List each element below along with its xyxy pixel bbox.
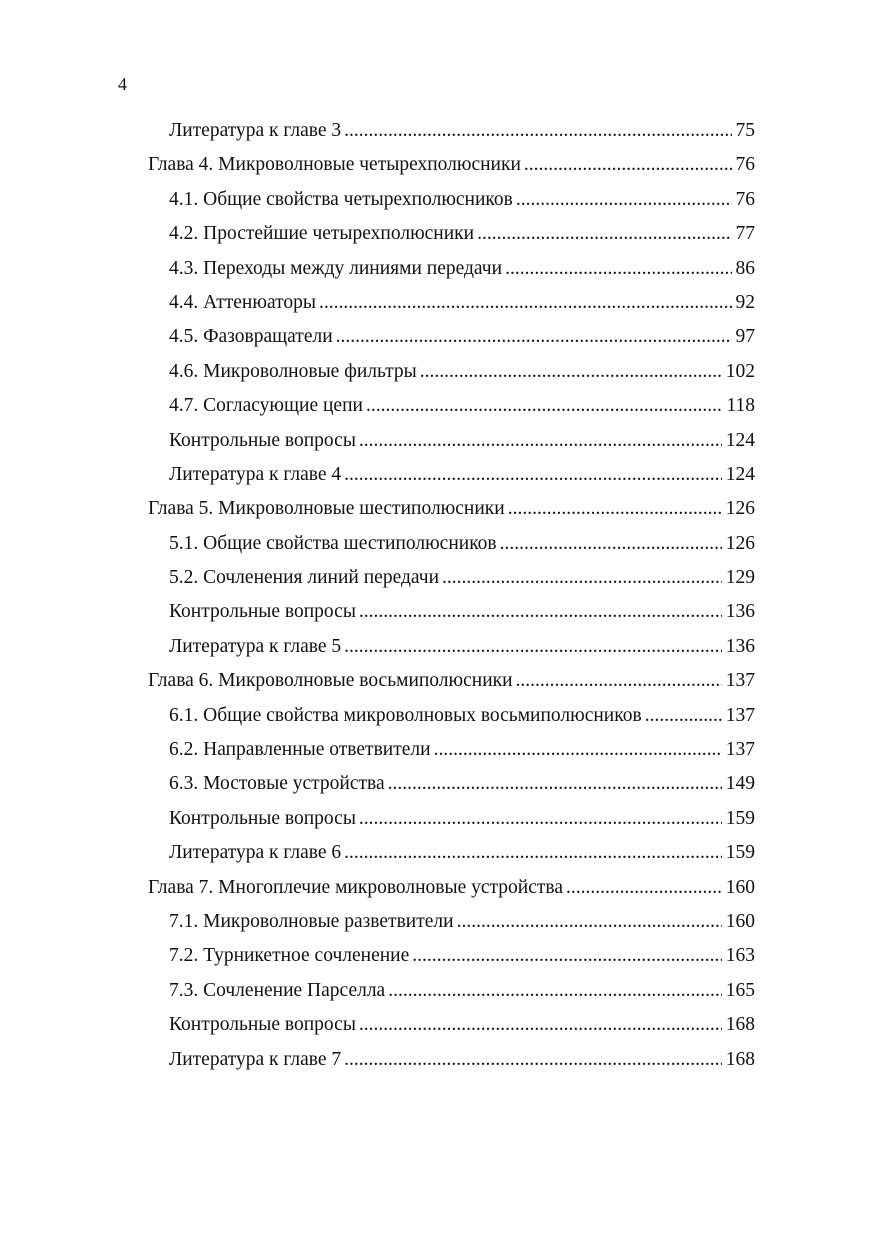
toc-entry-title: Глава 7. Многоплечие микроволновые устройства [148, 876, 564, 898]
toc-section-entry[interactable] [148, 427, 755, 461]
toc-dot-leader [505, 255, 731, 283]
toc-entry-page: 124 [725, 429, 755, 451]
toc-entry-page: 137 [725, 739, 755, 761]
toc-entry-title: 6.1. Общие свойства микроволновых восьмиполюсников [169, 704, 642, 726]
toc-section-entry[interactable] [148, 255, 755, 289]
toc-section-entry[interactable] [148, 633, 755, 667]
toc-dot-leader [508, 495, 722, 523]
toc-chapter-entry[interactable] [148, 495, 755, 529]
toc-section-entry[interactable] [148, 358, 755, 392]
toc-entry-page: 168 [725, 1014, 755, 1036]
toc-section-entry[interactable] [148, 392, 755, 426]
toc-dot-leader [388, 770, 722, 798]
toc-dot-leader [344, 839, 722, 867]
toc-dot-leader [359, 427, 722, 455]
toc-section-entry[interactable] [148, 564, 755, 598]
toc-entry-page: 126 [725, 498, 755, 520]
toc-entry-title: Литература к главе 4 [169, 463, 342, 485]
toc-dot-leader [359, 805, 722, 833]
toc-section-entry[interactable] [148, 1046, 755, 1080]
toc-entry-page: 159 [725, 842, 755, 864]
toc-dot-leader [516, 667, 722, 695]
toc-entry-title: 7.3. Сочленение Парселла [169, 979, 386, 1001]
toc-entry-page: 136 [725, 635, 755, 657]
toc-dot-leader [420, 358, 722, 386]
toc-chapter-entry[interactable] [148, 874, 755, 908]
toc-entry-page: 136 [725, 601, 755, 623]
toc-section-entry[interactable] [148, 117, 755, 151]
toc-entry-title: 4.6. Микроволновые фильтры [169, 360, 417, 382]
toc-entry-page: 126 [725, 532, 755, 554]
toc-entry-title: 4.1. Общие свойства четырехполюсников [169, 188, 513, 210]
toc-section-entry[interactable] [148, 908, 755, 942]
toc-entry-page: 160 [725, 910, 755, 932]
toc-section-entry[interactable] [148, 977, 755, 1011]
toc-entry-page: 76 [735, 154, 755, 176]
toc-entry-page: 163 [725, 945, 755, 967]
toc-entry-title: Контрольные вопросы [169, 429, 356, 451]
toc-chapter-entry[interactable] [148, 151, 755, 185]
toc-entry-title: 4.2. Простейшие четырехполюсники [169, 223, 475, 245]
toc-entry-page: 165 [725, 979, 755, 1001]
toc-section-entry[interactable] [148, 702, 755, 736]
toc-entry-page: 124 [725, 463, 755, 485]
toc-dot-leader [388, 977, 722, 1005]
toc-dot-leader [344, 461, 722, 489]
toc-entry-page: 160 [725, 876, 755, 898]
toc-dot-leader [434, 736, 722, 764]
toc-entry-title: 4.4. Аттенюаторы [169, 291, 316, 313]
toc-entry-page: 86 [735, 257, 755, 279]
toc-section-entry[interactable] [148, 461, 755, 495]
toc-entry-title: 7.2. Турникетное сочленение [169, 945, 410, 967]
toc-dot-leader [524, 151, 732, 179]
toc-entry-title: 7.1. Микроволновые разветвители [169, 910, 454, 932]
toc-entry-title: Глава 4. Микроволновые четырехполюсники [148, 154, 521, 176]
toc-section-entry[interactable] [148, 598, 755, 632]
toc-dot-leader [344, 1046, 722, 1074]
toc-entry-page: 149 [725, 773, 755, 795]
toc-section-entry[interactable] [148, 289, 755, 323]
toc-entry-title: 5.1. Общие свойства шестиполюсников [169, 532, 497, 554]
toc-dot-leader [412, 942, 721, 970]
toc-section-entry[interactable] [148, 1011, 755, 1045]
toc-chapter-entry[interactable] [148, 667, 755, 701]
toc-dot-leader [359, 598, 722, 626]
toc-dot-leader [477, 220, 731, 248]
toc-entry-page: 102 [725, 360, 755, 382]
toc-dot-leader [442, 564, 722, 592]
toc-entry-title: Литература к главе 7 [169, 1048, 342, 1070]
toc-section-entry[interactable] [148, 839, 755, 873]
toc-entry-page: 75 [735, 120, 755, 141]
toc-dot-leader [500, 530, 722, 558]
toc-section-entry[interactable] [148, 530, 755, 564]
toc-entry-title: 4.5. Фазовращатели [169, 326, 333, 348]
toc-entry-page: 77 [735, 223, 755, 245]
toc-dot-leader [336, 323, 732, 351]
toc-entry-title: 4.3. Переходы между линиями передачи [169, 257, 503, 279]
toc-entry-page: 137 [725, 704, 755, 726]
toc-entry-page: 92 [735, 291, 755, 313]
toc-entry-page: 97 [735, 326, 755, 348]
toc-entry-title: 6.2. Направленные ответвители [169, 739, 431, 761]
toc-section-entry[interactable] [148, 736, 755, 770]
toc-entry-page: 168 [725, 1048, 755, 1070]
toc-entry-title: Глава 5. Микроволновые шестиполюсники [148, 498, 505, 520]
toc-section-entry[interactable] [148, 805, 755, 839]
toc-entry-title: Глава 6. Микроволновые восьмиполюсники [148, 670, 513, 692]
toc-section-entry[interactable] [148, 323, 755, 357]
toc-entry-title: Литература к главе 6 [169, 842, 342, 864]
toc-entry-title: 6.3. Мостовые устройства [169, 773, 385, 795]
toc-section-entry[interactable] [148, 186, 755, 220]
toc-entry-page: 118 [726, 395, 755, 417]
toc-entry-title: 5.2. Сочленения линий передачи [169, 567, 440, 589]
toc-dot-leader [319, 289, 732, 317]
toc-entry-title: Литература к главе 3 [169, 120, 342, 141]
toc-entry-title: Контрольные вопросы [169, 1014, 356, 1036]
toc-entry-title: Контрольные вопросы [169, 807, 356, 829]
toc-entry-title: Контрольные вопросы [169, 601, 356, 623]
toc-dot-leader [516, 186, 732, 214]
toc-dot-leader [645, 702, 722, 730]
toc-dot-leader [366, 392, 723, 420]
toc-entry-title: 4.7. Согласующие цепи [169, 395, 363, 417]
toc-section-entry[interactable] [148, 942, 755, 976]
toc-entry-page: 76 [735, 188, 755, 210]
toc-dot-leader [359, 1011, 722, 1039]
table-of-contents [148, 117, 755, 1080]
page-number: 4 [118, 74, 127, 94]
toc-dot-leader [344, 117, 731, 145]
toc-entry-title: Литература к главе 5 [169, 635, 342, 657]
toc-section-entry[interactable] [148, 770, 755, 804]
toc-dot-leader [457, 908, 722, 936]
toc-dot-leader [344, 633, 722, 661]
toc-entry-page: 159 [725, 807, 755, 829]
toc-entry-page: 137 [725, 670, 755, 692]
toc-entry-page: 129 [725, 567, 755, 589]
toc-dot-leader [566, 874, 722, 902]
toc-section-entry[interactable] [148, 220, 755, 254]
